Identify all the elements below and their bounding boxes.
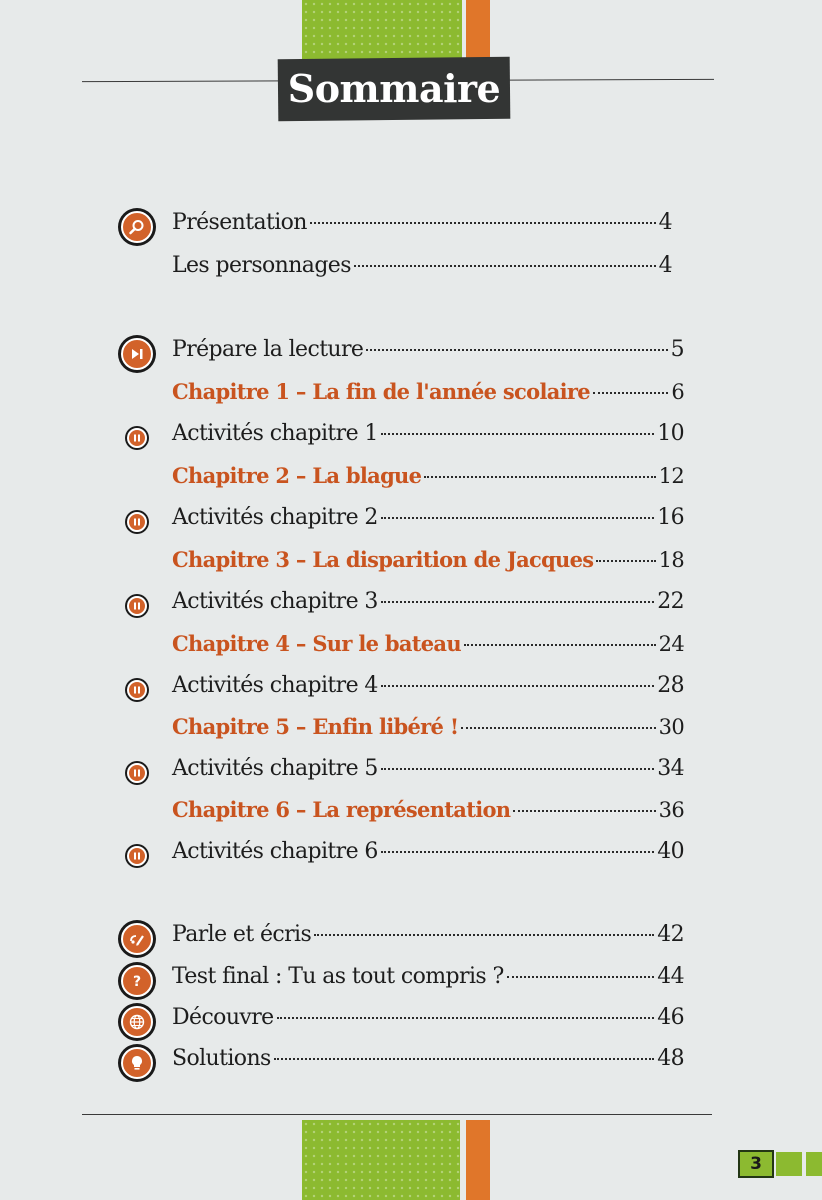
toc-entry-label: Activités chapitre 1 [172, 421, 378, 446]
dot-leader [461, 727, 655, 729]
magnifier-icon [118, 208, 156, 246]
toc-entry-label: Chapitre 6 – La représentation [172, 797, 511, 822]
toc-chapter-row[interactable] [172, 797, 684, 822]
toc-entry-label: Chapitre 1 – La fin de l'année scolaire [172, 379, 590, 404]
dot-leader [513, 810, 655, 812]
page-tab-strip-end [806, 1152, 822, 1176]
toc-entry-label: Présentation [172, 210, 307, 235]
dot-leader [424, 476, 655, 478]
toc-page-number: 40 [657, 839, 684, 864]
toc-entry-label: Activités chapitre 4 [172, 673, 378, 698]
toc-entry-label: Chapitre 5 – Enfin libéré ! [172, 714, 459, 739]
toc-entry-label: Chapitre 2 – La blague [172, 463, 422, 488]
dot-leader [310, 222, 656, 224]
toc-page-number: 42 [657, 922, 684, 947]
dot-leader [596, 560, 655, 562]
toc-row[interactable] [172, 210, 672, 235]
toc-entry-label: Activités chapitre 6 [172, 839, 378, 864]
dot-leader [354, 265, 656, 267]
pause-icon [125, 761, 149, 785]
toc-entry-label: Prépare la lecture [172, 337, 364, 362]
page-tab-strip [776, 1152, 802, 1176]
toc-page-number: 4 [658, 253, 672, 278]
toc-row[interactable] [172, 253, 672, 278]
toc-page-number: 46 [657, 1005, 684, 1030]
toc-entry-label: Test final : Tu as tout compris ? [172, 964, 504, 989]
pause-icon [125, 594, 149, 618]
toc-page-number: 34 [657, 756, 684, 781]
toc-entry-label: Chapitre 4 – Sur le bateau [172, 631, 461, 656]
toc-row[interactable] [172, 337, 684, 362]
toc-entry-label: Activités chapitre 2 [172, 505, 378, 530]
toc-page-number: 5 [670, 337, 684, 362]
dot-leader [277, 1017, 655, 1019]
footer-rule [82, 1114, 712, 1115]
bottom-orange-band [466, 1120, 490, 1200]
toc-chapter-row[interactable] [172, 379, 684, 404]
dot-leader [381, 601, 654, 603]
dot-leader [381, 685, 654, 687]
dot-leader [381, 517, 654, 519]
toc-page-number: 44 [657, 964, 684, 989]
toc-page-number: 12 [658, 464, 684, 488]
toc-page-number: 4 [658, 210, 672, 235]
toc-page-number: 24 [658, 632, 684, 656]
globe-icon [118, 1003, 156, 1041]
toc-page-number: 36 [658, 798, 684, 822]
toc-entry-label: Chapitre 3 – La disparition de Jacques [172, 547, 594, 572]
toc-chapter-row[interactable] [172, 714, 684, 739]
toc-page-number: 10 [657, 421, 684, 446]
dot-leader [381, 433, 654, 435]
toc-entry-label: Les personnages [172, 253, 351, 278]
toc-row[interactable] [172, 839, 684, 864]
toc-row[interactable] [172, 421, 684, 446]
pause-icon [125, 678, 149, 702]
toc-page-number: 28 [657, 673, 684, 698]
top-green-band [302, 0, 462, 64]
speak-write-icon [118, 920, 156, 958]
toc-row[interactable] [172, 589, 684, 614]
toc-entry-label: Activités chapitre 5 [172, 756, 378, 781]
toc-row[interactable] [172, 505, 684, 530]
bottom-green-band [302, 1120, 460, 1200]
top-orange-band [466, 0, 490, 64]
dot-leader [593, 392, 668, 394]
toc-row[interactable] [172, 922, 684, 947]
toc-chapter-row[interactable] [172, 631, 684, 656]
pause-icon [125, 510, 149, 534]
toc-chapter-row[interactable] [172, 463, 684, 488]
toc-entry-label: Parle et écris [172, 922, 312, 947]
dot-leader [274, 1058, 655, 1060]
dot-leader [366, 349, 667, 351]
toc-row[interactable] [172, 673, 684, 698]
svg-text:?: ? [132, 974, 142, 989]
toc-row[interactable] [172, 964, 684, 989]
toc-page-number: 16 [657, 505, 684, 530]
question-icon [118, 962, 156, 1000]
pause-icon [125, 844, 149, 868]
dot-leader [381, 768, 654, 770]
page-title: Sommaire [287, 66, 501, 111]
lightbulb-icon [118, 1044, 156, 1082]
pause-icon [125, 426, 149, 450]
dot-leader [381, 851, 654, 853]
dot-leader [314, 934, 654, 936]
toc-row[interactable] [172, 1046, 684, 1071]
toc-row[interactable] [172, 1005, 684, 1030]
page-number-badge: 3 [738, 1150, 774, 1178]
dot-leader [507, 976, 655, 978]
toc-entry-label: Découvre [172, 1005, 274, 1030]
toc-entry-label: Solutions [172, 1046, 271, 1071]
toc-page-number: 6 [671, 380, 684, 404]
toc-entry-label: Activités chapitre 3 [172, 589, 378, 614]
toc-page-number: 22 [657, 589, 684, 614]
toc-chapter-row[interactable] [172, 547, 684, 572]
play-skip-icon [118, 335, 156, 373]
toc-page-number: 30 [658, 715, 684, 739]
dot-leader [464, 644, 656, 646]
toc-page-number: 18 [658, 548, 684, 572]
toc-page-number: 48 [657, 1046, 684, 1071]
toc-row[interactable] [172, 756, 684, 781]
